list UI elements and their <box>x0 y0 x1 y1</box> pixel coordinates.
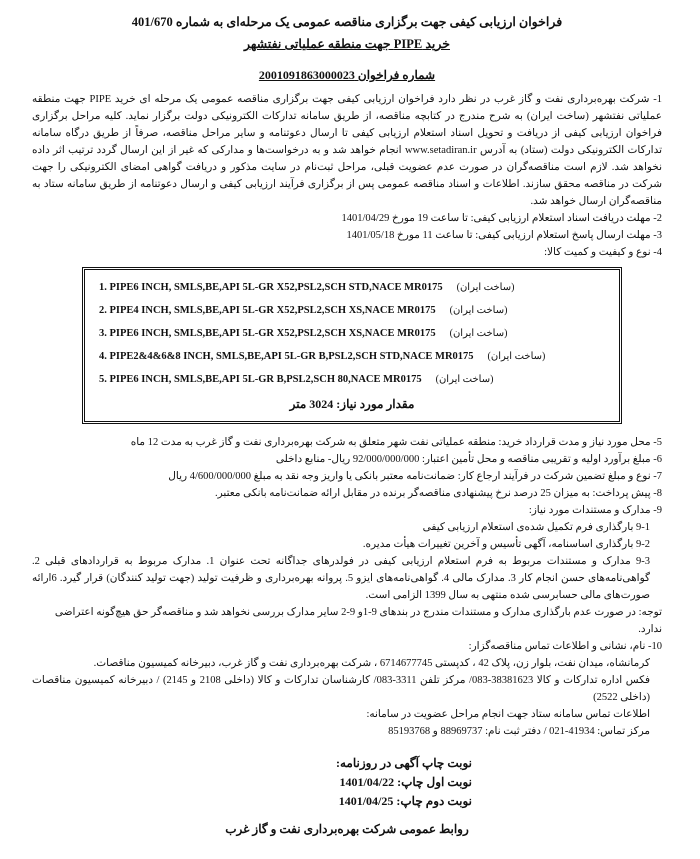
setad-phone: مرکز تماس: 41934-021 / دفتر ثبت نام: 88969737 و 85193768 <box>388 726 650 737</box>
item-number: 5. <box>99 374 107 385</box>
item-origin: (ساخت ایران) <box>456 282 515 293</box>
goods-item <box>99 322 605 345</box>
document-subtitle <box>32 34 662 54</box>
print-schedule <box>32 754 662 811</box>
item-7: 7- نوع و مبلغ تضمین شرکت در فرآیند ارجاع کار: ضمانت‌نامه معتبر بانکی یا واریز وجه نقد به مبلغ 4/600/000/000 ریال <box>168 471 662 482</box>
footer-signature: روابط عمومی شرکت بهره‌برداری نفت و گاز غرب <box>225 822 469 836</box>
item-2: 2- مهلت دریافت اسناد استعلام ارزیابی کیفی: تا ساعت 19 مورخ 1401/04/29 <box>341 213 662 224</box>
item-3: 3- مهلت ارسال پاسخ استعلام ارزیابی کیفی: تا ساعت 11 مورخ 1401/05/18 <box>346 230 662 241</box>
note: توجه: در صورت عدم بارگذاری مدارک و مستندات مندرج در بندهای 9-1و 9-2 سایر مدارک بررسی نخواهد شد و مناقصه‌گر حق هیچ‌گونه اعتراضی ندارد. <box>54 607 662 635</box>
subtitle-text: خرید PIPE جهت منطقه عملیاتی نفتشهر <box>244 37 450 51</box>
quantity: مقدار مورد نیاز: 3024 متر <box>289 397 415 411</box>
item-origin: (ساخت ایران) <box>435 374 494 385</box>
setad-info: اطلاعات تماس سامانه ستاد جهت انجام مراحل عضویت در سامانه: <box>366 709 650 720</box>
call-number <box>32 65 662 85</box>
call-number-text: شماره فراخوان 2001091863000023 <box>258 68 436 82</box>
document-title: فراخوان ارزیابی کیفی جهت برگزاری مناقصه عمومی یک مرحله‌ای به شماره 401/670 <box>131 15 563 29</box>
goods-item <box>99 299 605 322</box>
item-5: 5- محل مورد نیاز و مدت قرارداد خرید: منطقه عملیاتی نفت شهر متعلق به شرکت بهره‌برداری نفت و گاز غرب به مدت 12 ماه <box>130 437 662 448</box>
item-origin: (ساخت ایران) <box>487 351 546 362</box>
print-first: نوبت اول چاپ: 1401/04/22 <box>339 775 472 789</box>
item-origin: (ساخت ایران) <box>449 305 508 316</box>
item-6: 6- مبلغ برآورد اولیه و تقریبی مناقصه و محل تأمین اعتبار: 92/000/000/000 ریال- منابع داخلی <box>275 454 662 465</box>
item-spec: PIPE6 INCH, SMLS,BE,API 5L-GR B,PSL2,SCH 80,NACE MR0175 <box>109 374 422 385</box>
goods-item <box>99 368 605 391</box>
print-title: نوبت چاپ آگهی در روزنامه: <box>336 756 472 770</box>
item-spec: PIPE6 INCH, SMLS,BE,API 5L-GR X52,PSL2,SCH STD,NACE MR0175 <box>109 282 443 293</box>
item-9-2: 9-2 بارگذاری اساسنامه، آگهی تأسیس و آخرین تغییرات هیأت مدیره. <box>362 539 650 550</box>
item-number: 2. <box>99 305 107 316</box>
goods-item <box>99 345 605 368</box>
address: کرمانشاه، میدان نفت، بلوار زن، پلاک 42 ، کدپستی 6714677745 ، شرکت بهره‌برداری نفت و گاز غرب، دبیرخانه کمیسیون مناقصات. <box>93 658 650 669</box>
item-number: 1. <box>99 282 107 293</box>
goods-item <box>99 276 605 299</box>
item-spec: PIPE6 INCH, SMLS,BE,API 5L-GR X52,PSL2,SCH XS,NACE MR0175 <box>109 328 436 339</box>
item-9-1: 9-1 بارگذاری فرم تکمیل شده‌ی استعلام ارزیابی کیفی <box>422 522 650 533</box>
item-spec: PIPE4 INCH, SMLS,BE,API 5L-GR X52,PSL2,SCH XS,NACE MR0175 <box>109 305 436 316</box>
goods-box <box>82 267 622 424</box>
item-number: 4. <box>99 351 107 362</box>
item-spec: PIPE2&4&6&8 INCH, SMLS,BE,API 5L-GR B,PSL2,SCH STD,NACE MR0175 <box>109 351 474 362</box>
item-9-3: 9-3 مدارک و مستندات مربوط به فرم استعلام ارزیابی کیفی در فولدرهای جداگانه تحت عنوان 1. مدارک مربوط به قراردادهای قبلی 2. گواهی‌نامه‌های حسن انجام کار 3. مدارک مالی 4. گواهی‌نامه‌های ایزو 5. پروانه بهره‌برداری و ظرفیت تولید (جهت تولید کنندگان) قرار گیرد. 6ارائه صورت‌های مالی حسابرسی شده منتهی به سال 1399 الزامی است. <box>32 556 650 601</box>
item-9: 9- مدارک و مستندات مورد نیاز: <box>528 505 662 516</box>
item-number: 3. <box>99 328 107 339</box>
paragraph-1: 1- شرکت بهره‌برداری نفت و گاز غرب در نظر دارد فراخوان ارزیابی کیفی جهت برگزاری مناقصه عمومی یک مرحله ای خرید PIPE جهت منطقه عملیاتی نفتشهر (ساخت ایران) به شرح مندرج در کتابچه مناقصه، از طریق سامانه تدارکات الکترونیکی دولت برگزار نماید. کلیه مراحل برگزاری فراخوان ارزیابی کیفی از دریافت و تحویل اسناد استعلام ارزیابی کیفی تا ارسال دعوتنامه و سایر مراحل مناقصه، صرفاً از طریق درگاه سامانه تدارکات الکترونیکی دولت (ستاد) به آدرس www.setadiran.ir انجام خواهد شد و به درخواست‌ها و مدارکی که غیر از این ارسال گردد ترتیب اثر داده نخواهد شد. لازم است مناقصه‌گران در صورت عدم عضویت قبلی، مراحل ثبت‌نام در سایت مذکور و دریافت گواهی امضای الکترونیکی را جهت شرکت در مناقصه محقق سازند. اطلاعات و اسناد مناقصه عمومی پس از برگزاری فرآیند ارزیابی کیفی و ارسال دعوتنامه از طریق سامانه ستاد به مناقصه‌گران ارسال خواهد شد. <box>32 94 662 207</box>
fax-phones: فکس اداره تدارکات و کالا 38381623-083/ مرکز تلفن 3311-083/ کارشناسان تدارکات و کالا (داخلی 2108 و 2145) / دبیرخانه کمیسیون مناقصات (داخلی 2522) <box>32 675 650 703</box>
item-8: 8- پیش پرداخت: به میزان 25 درصد نرخ پیشنهادی مناقصه‌گر برنده در مقابل ارائه ضمانت‌نامه بانکی معتبر. <box>215 488 662 499</box>
item-origin: (ساخت ایران) <box>449 328 508 339</box>
document-body <box>32 91 662 839</box>
item-10: 10- نام، نشانی و اطلاعات تماس مناقصه‌گزار: <box>468 641 662 652</box>
print-second: نوبت دوم چاپ: 1401/04/25 <box>338 794 472 808</box>
item-4: 4- نوع و کیفیت و کمیت کالا: <box>544 247 662 258</box>
